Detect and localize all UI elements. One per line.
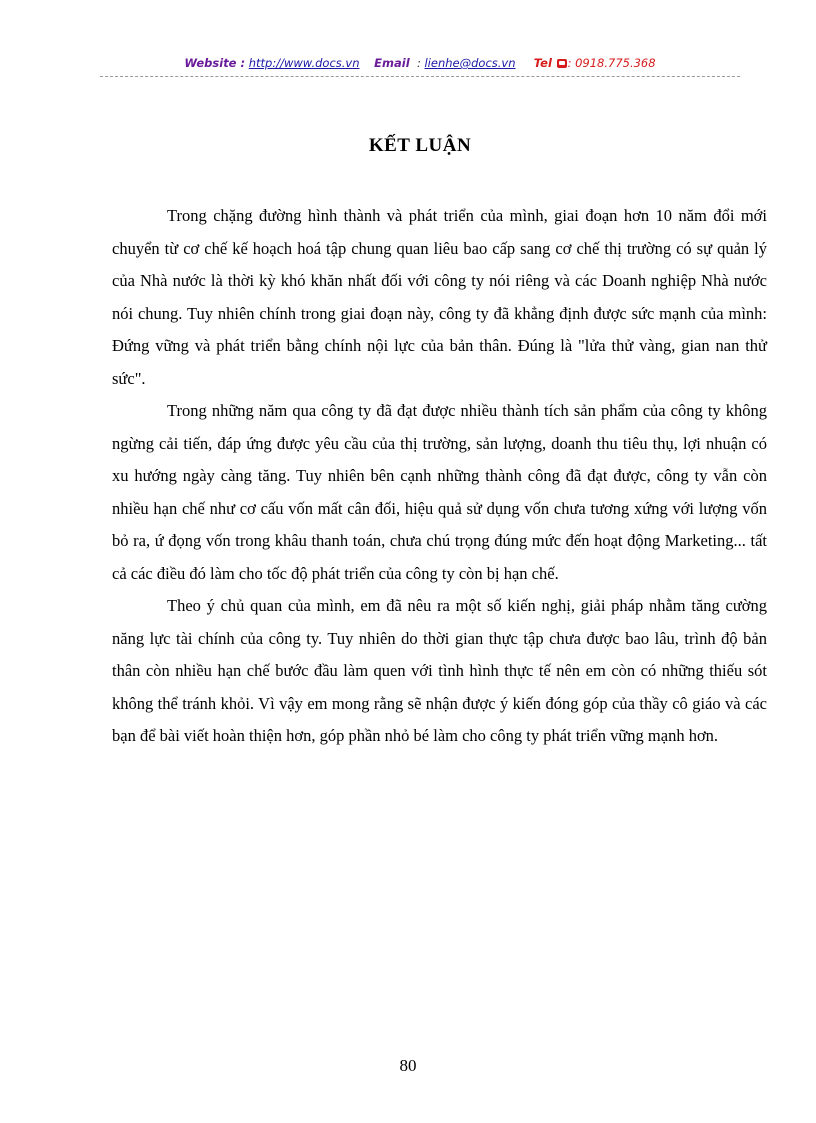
phone-number: : 0918.775.368 (567, 56, 656, 70)
page-title: KẾT LUẬN (368, 135, 472, 156)
tel-label: Tel (533, 56, 552, 70)
email-separator: : (416, 56, 421, 70)
page-number: 80 (399, 1056, 417, 1075)
email-label: Email (374, 56, 410, 70)
email-link[interactable]: lienhe@docs.vn (424, 56, 516, 70)
website-link[interactable]: http://www.docs.vn (248, 56, 360, 70)
paragraph: Trong chặng đường hình thành và phát triển của mình, giai đoạn hơn 10 năm đổi mới chuyển từ cơ chế kế hoạch hoá tập chung quan liêu bao cấp sang cơ chế thị trường có sự quản lý của Nhà nước là thời kỳ khó khăn nhất đối với công ty nói riêng và các Doanh nghiệp Nhà nước nói chung. Tuy nhiên chính trong giai đoạn này, công ty đã khẳng định được sức mạnh của mình: Đứng vững và phát triển bằng chính nội lực của bản thân. Đúng là "lửa thử vàng, gian nan thử sức". (112, 206, 767, 388)
telephone-icon (557, 59, 567, 68)
header-divider (100, 76, 740, 77)
paragraph: Trong những năm qua công ty đã đạt được nhiều thành tích sản phẩm của công ty không ngừng cải tiến, đáp ứng được yêu cầu của thị trường, sản lượng, doanh thu tiêu thụ, lợi nhuận có xu hướng ngày càng tăng. Tuy nhiên bên cạnh những thành công đã đạt được, công ty vẫn còn nhiều hạn chế như cơ cấu vốn mất cân đối, hiệu quả sử dụng vốn chưa tương xứng với lượng vốn bỏ ra, ứ đọng vốn trong khâu thanh toán, chưa chú trọng đúng mức đến hoạt động Marketing... tất cả các điều đó làm cho tốc độ phát triển của công ty còn bị hạn chế. (112, 401, 767, 583)
website-label: Website : (184, 56, 246, 70)
document-body (112, 200, 767, 753)
paragraph: Theo ý chủ quan của mình, em đã nêu ra một số kiến nghị, giải pháp nhằm tăng cường năng lực tài chính của công ty. Tuy nhiên do thời gian thực tập chưa được bao lâu, trình độ bản thân còn nhiều hạn chế bước đầu làm quen với tình hình thực tế nên em còn có những thiếu sót không thể tránh khỏi. Vì vậy em mong rằng sẽ nhận được ý kiến đóng góp của thầy cô giáo và các bạn để bài viết hoàn thiện hơn, góp phần nhỏ bé làm cho công ty phát triển vững mạnh hơn. (112, 596, 767, 745)
page-header (100, 56, 740, 70)
